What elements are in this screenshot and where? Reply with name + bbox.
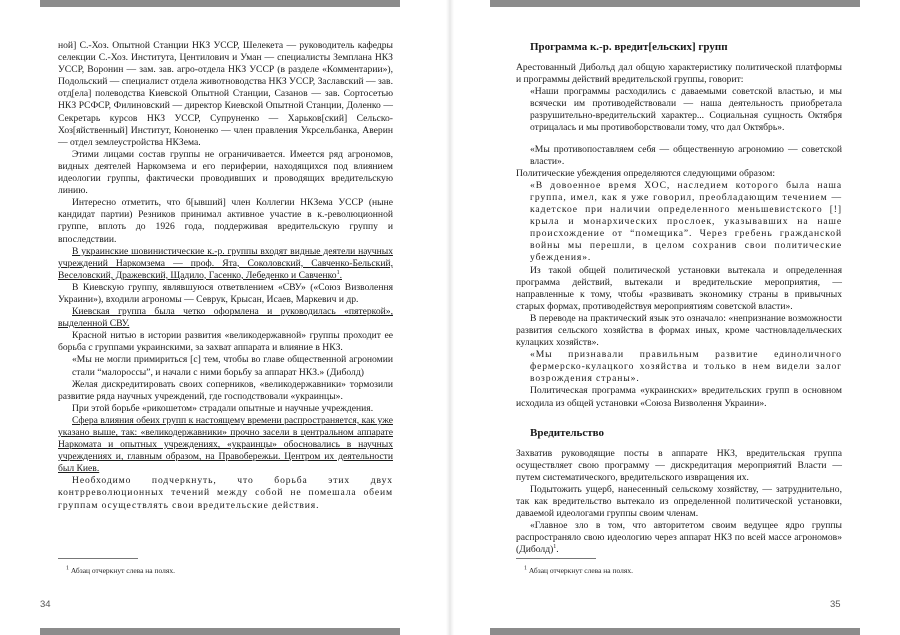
paragraph: Интересно отметить, что б[ывший] член Коллегии НКЗема УССР (ныне кандидат партии) Резников принимал активное участие в к.-революционной группе, вплоть до 1926 года, поддерживая вредительскую группу и впоследствии. (58, 197, 393, 245)
footnote-ref: 1 (553, 544, 557, 551)
paragraph: Захватив руководящие посты в аппарате НКЗ, вредительская группа осуществляет свою программу — дискредитация мероприятий Власти — путем систематического, вредительского извращения их. (516, 447, 842, 483)
underlined-paragraph: В украинские шовинистические к.-р. группы входят видные деятели научных учреждений Наркомзема — проф. Ятa, Соколовский, Савченко-Бельский, Веселовский, Дражевский, Щадило, Гасенко, Лебеденко и Савченко$^1$. (58, 245, 393, 281)
top-rule (490, 0, 860, 7)
bottom-rule (40, 628, 400, 635)
footnote-text: Абзац отчеркнут слева на полях. (528, 566, 633, 575)
paragraph: Политические убеждения определяются следующими образом: (516, 167, 775, 179)
footnote (66, 566, 175, 575)
paragraph: Арестованный Диболъд дал общую характеристику политической платформы и программы действий вредительской группы, говорит: (516, 62, 842, 86)
section-heading: Программа к.-р. вредит[ельских] групп (530, 41, 728, 53)
paragraph: Политическая программа «украинских» вредительских групп в основном исходила из общей установки «Союза Визволення Украини». (516, 385, 842, 409)
section-heading: Вредительство (530, 426, 605, 439)
paragraph-text: «Главное зло в том, что авторитетом своим ведущее ядро группы распространяло свою идеологию через аппарат НКЗ по всей массе агрономов» (Диболд) (516, 520, 842, 556)
underlined-paragraph: Киевская группа была четко оформлена и руководилась «пятеркой», выделенной СВУ. (58, 306, 393, 330)
paragraph: Желая дискредитировать своих соперников, «великодержавники» тормозили развитие ряда научных учреждений, где господствовали «украинцы». (58, 378, 393, 402)
paragraph: Этими лицами состав группы не ограничивается. Имеется ряд агрономов, видных деятелей Наркомзема и его периферии, находящихся под влиянием идеологии группы, фактически проводивших и проводящих вредительскую линию. (58, 148, 393, 197)
spaced-paragraph: Необходимо подчеркнуть, что борьба этих двух контрреволюционных течений между собой не помешала обеим группам осуществлять свои вредительские действия. (58, 475, 393, 511)
footnote (524, 566, 633, 575)
paragraph: ной] С.-Хоз. Опытной Станции НКЗ УССР, Шелекета — руководитель кафедры селекции С.-Хоз. Института, Центилович и Уман — специалисты Земплана НКЗ УССР, Воронин — зам. зав. агро-отдела НКЗ УССР (в разделе «Комментарии»), Подольский — специалист отдела животноводства НКЗ УССР, Заславский — зав. отд[ела] полеводства Киевской Опытной Станции, Сазанов — зав. Сортосетью НКЗ РСФСР, Филиновский — директор Киевской Опытной Станции, Доленко — Секретарь курсов НКЗ УССР, Супруненко — Харьков[ский] Сельско-Хоз[яйственный] Институт, Кононенко — член правления Укрсельбанка, Аверин — отдел землеустройства НКЗема. (58, 40, 393, 148)
spacer (516, 410, 842, 426)
quote: «Мы не могли примириться [с] тем, чтобы во главе общественной агрономии стали “малороссы”, и начали с ними борьбу за аппарат НКЗ.» (Диболд) (72, 354, 393, 378)
right-page-text (516, 40, 842, 556)
footnote-rule (516, 558, 596, 559)
paragraph: Подытожить ущерб, нанесенный сельскому хозяйству, — затруднительно, так как вредительство вытекало из определенной политической установки, даваемой идеологами группы своим членам. (516, 483, 842, 520)
bottom-rule (490, 628, 860, 635)
paragraph: В переводе на практический язык это означало: «непризнание возможности развития сельского хозяйства в формах иных, кроме частновладельческих кулацких хозяйств». (516, 312, 842, 349)
footnote-text: Абзац отчеркнут слева на полях. (70, 566, 175, 575)
page-number: 34 (40, 599, 51, 610)
footnote-mark: 1 (524, 565, 527, 572)
left-page-text (58, 40, 393, 512)
quote: «Мы противопоставляем себя — общественную агрономию — советской власти». (530, 143, 842, 167)
footnote-mark: 1 (66, 565, 69, 572)
quote-paragraph: «Главное зло в том, что авторитетом своим ведущее ядро группы распространяло свою идеологию через аппарат НКЗ по всей массе агрономов» (Диболд)$^1$. (516, 520, 842, 556)
spacer (516, 135, 842, 144)
paragraph: Красной нитью в истории развития «великодержавной» группы проходит ее борьба с группами украинскими, за захват аппарата и влияние в НКЗ. (58, 330, 393, 354)
paragraph: При этой борьбе «рикошетом» страдали опытные и научные учреждения. (72, 402, 374, 414)
right-page (450, 0, 900, 635)
footnote-rule (58, 558, 138, 559)
spaced-quote: «Мы признавали правильным развитие единоличного фермерско-кулацкого хозяйства и только в нем видели залог возрождения страны». (530, 349, 842, 385)
paragraph: В Киевскую группу, являвшуюся ответвлением «СВУ» («Союз Визволення Украини»), входили агрономы — Севрук, Крысан, Исаев, Маркевич и др. (58, 281, 393, 305)
quote: «Наши программы расходились с даваемыми советской властью, и мы всячески им противодействовали — наша деятельность приобретала разрушительно-вредительский характер... Социальная сущность Октября отрицалась и мы противоборствовали тому, что дал Октябрь». (530, 86, 842, 134)
footnote-ref: 1 (336, 269, 340, 276)
top-rule (40, 0, 400, 7)
spaced-quote: «В довоенное время ХОС, наследием которого была наша группа, имел, как я уже говорил, преобладающим течением — кадетское при наличии определенного меньшевистского [!] крыла и монархических прослоек, указывавших на наше происхождение от “помещика”. Через гребень гражданской войны мы перешли, в целом сохранив свои политические убеждения». (530, 179, 842, 264)
underlined-paragraph: Сфера влияния обеих групп к настоящему времени распространяется, как уже указано выше, так: «великодержавники» прочно засели в центральном аппарате Наркомата и опытных учреждениях, «украинцы» обосновались в научных учреждениях и, главным образом, на Правобережьи. Центром их деятельности был Киев. (58, 414, 393, 475)
paragraph: Из такой общей политической установки вытекала и определенная программа действий, вытекали и вредительские мероприятия, — направленные к тому, чтобы «развивать экономику страны в привычных старых формах, противодействуя мероприятиям советской власти». (516, 264, 842, 312)
paragraph-text: В украинские шовинистические к.-р. группы входят видные деятели научных учреждений Наркомзема — проф. Ятa, Соколовский, Савченко-Бельский, Веселовский, Дражевский, Щадило, Гасенко, Лебеденко и Савченко (58, 245, 393, 281)
page-number: 35 (830, 599, 841, 610)
